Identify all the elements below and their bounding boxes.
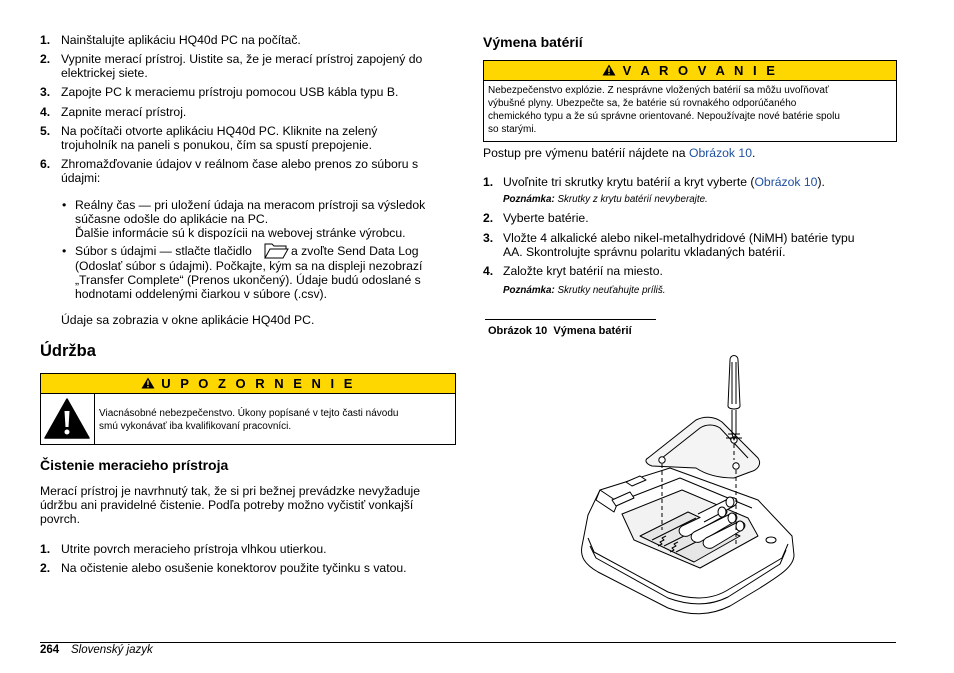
step-number: 3. xyxy=(40,85,51,99)
warning-label: V A R O V A N I E xyxy=(622,63,778,78)
cleaning-paragraph: údržbu ani pravidelné čistenie. Podľa potreby možno vyčistiť vonkajší xyxy=(40,498,414,512)
bullet-text: súčasne odošle do aplikácie na PC. xyxy=(75,212,269,226)
maintenance-heading: Údržba xyxy=(40,342,96,360)
cleaning-paragraph: Merací prístroj je navrhnutý tak, že si pri bežnej prevádzke nevyžaduje xyxy=(40,484,421,498)
step-text: Na počítači otvorte aplikáciu HQ40d PC. Kliknite na zelený xyxy=(61,124,378,138)
step-text: Nainštalujte aplikáciu HQ40d PC na počítač. xyxy=(61,33,301,47)
figure-link[interactable]: Obrázok 10 xyxy=(688,146,752,160)
warning-text xyxy=(488,84,840,136)
data-shown-text: Údaje sa zobrazia v okne aplikácie HQ40d PC. xyxy=(61,313,315,327)
procedure-pre: Postup pre výmenu batérií nájdete na xyxy=(483,146,689,160)
warning-line: výbušné plyny. Ubezpečte sa, že batérie sú rovnakého odporúčaného xyxy=(488,98,797,109)
step-number: 2. xyxy=(40,561,51,575)
warning-triangle-icon xyxy=(602,64,616,76)
step-text: Zapojte PC k meraciemu prístroju pomocou USB kábla typu B. xyxy=(61,85,399,99)
bullet-dot: • xyxy=(62,198,67,212)
bullet-text: Súbor s údajmi — stlačte tlačidlo xyxy=(75,244,252,258)
step-number: 1. xyxy=(40,33,51,47)
exclamation-triangle-icon xyxy=(44,398,90,439)
caution-bar xyxy=(41,374,455,394)
folder-icon xyxy=(264,241,289,259)
caution-line: smú vykonávať iba kvalifikovaní pracovníci. xyxy=(99,421,292,432)
caution-box xyxy=(40,373,456,445)
footer-rule xyxy=(40,642,896,643)
bullet-text: Ďalšie informácie sú k dispozícii na webovej stránke výrobcu. xyxy=(75,226,406,240)
note-label: Poznámka: xyxy=(503,194,555,205)
step-post: ). xyxy=(817,175,825,189)
bullet-text: hodnotami oddelenými čiarkou v súbore (.csv). xyxy=(75,287,327,301)
bullet-dot: • xyxy=(62,244,67,258)
caution-label: U P O Z O R N E N I E xyxy=(161,376,356,391)
bullet-text: (Odoslať súbor s údajmi). Počkajte, kým sa na displeji nezobrazí xyxy=(75,259,423,273)
step-number: 1. xyxy=(40,542,51,556)
note-text: Skrutky neuťahujte príliš. xyxy=(554,285,666,296)
procedure-text xyxy=(483,146,755,161)
warning-line: Nebezpečenstvo explózie. Z nesprávne vložených batérií sa môžu uvoľňovať xyxy=(488,85,829,96)
note xyxy=(503,193,708,208)
step-text: Vypnite merací prístroj. Uistite sa, že je merací prístroj zapojený do xyxy=(61,52,423,66)
page-number: 264 xyxy=(40,644,60,656)
warning-line: chemického typu a že sú správne orientované. Nepoužívajte nové batérie spolu xyxy=(488,111,840,122)
step-text xyxy=(503,175,825,190)
step-text: AA. Skontrolujte správnu polaritu vkladaných batérií. xyxy=(503,245,786,259)
step-number: 1. xyxy=(483,175,494,189)
figure-link[interactable]: Obrázok 10 xyxy=(754,175,818,189)
note-label: Poznámka: xyxy=(503,285,555,296)
warning-triangle-icon xyxy=(141,377,155,389)
step-pre: Uvoľnite tri skrutky krytu batérií a kryt vyberte ( xyxy=(503,175,755,189)
cleaning-heading: Čistenie meracieho prístroja xyxy=(40,457,229,473)
caution-icon-cell xyxy=(41,394,95,444)
step-number: 5. xyxy=(40,124,51,138)
bullet-text: Reálny čas — pri uložení údaja na meracom prístroji sa výsledok xyxy=(75,198,426,212)
note xyxy=(503,284,665,299)
bullet-text: a zvoľte Send Data Log xyxy=(291,244,419,258)
procedure-post: . xyxy=(751,146,756,160)
footer-language: Slovenský jazyk xyxy=(71,644,153,656)
warning-box xyxy=(483,60,897,142)
caption-rule xyxy=(485,319,656,320)
step-text: Vyberte batérie. xyxy=(503,211,589,225)
warning-line: so starými. xyxy=(488,124,537,135)
step-text: údajmi: xyxy=(61,171,101,185)
step-text: Zhromažďovanie údajov v reálnom čase alebo prenos zo súboru s xyxy=(61,157,419,171)
step-text: elektrickej siete. xyxy=(61,66,148,80)
battery-replacement-illustration xyxy=(570,350,810,620)
note-text: Skrutky z krytu batérií nevyberajte. xyxy=(554,194,708,205)
step-text: Na očistenie alebo osušenie konektorov použite tyčinku s vatou. xyxy=(61,561,407,575)
battery-heading: Výmena batérií xyxy=(483,34,583,50)
step-text: trojuholník na paneli s ponukou, čím sa spustí prepojenie. xyxy=(61,138,372,152)
cleaning-paragraph: povrch. xyxy=(40,512,80,526)
step-text: Vložte 4 alkalické alebo nikel-metalhydridové (NiMH) batérie typu xyxy=(503,231,855,245)
caution-text xyxy=(99,407,398,433)
step-text: Utrite povrch meracieho prístroja vlhkou utierkou. xyxy=(61,542,327,556)
step-number: 4. xyxy=(483,264,494,278)
step-number: 3. xyxy=(483,231,494,245)
warning-bar xyxy=(484,61,896,81)
figure-caption: Obrázok 10 Výmena batérií xyxy=(488,325,632,337)
step-text: Založte kryt batérií na miesto. xyxy=(503,264,663,278)
step-number: 2. xyxy=(40,52,51,66)
step-number: 2. xyxy=(483,211,494,225)
step-number: 4. xyxy=(40,105,51,119)
caution-line: Viacnásobné nebezpečenstvo. Úkony popísané v tejto časti návodu xyxy=(99,408,399,419)
step-text: Zapnite merací prístroj. xyxy=(61,105,187,119)
step-number: 6. xyxy=(40,157,51,171)
bullet-text: „Transfer Complete“ (Prenos ukončený). Údaje budú odoslané s xyxy=(75,273,421,287)
